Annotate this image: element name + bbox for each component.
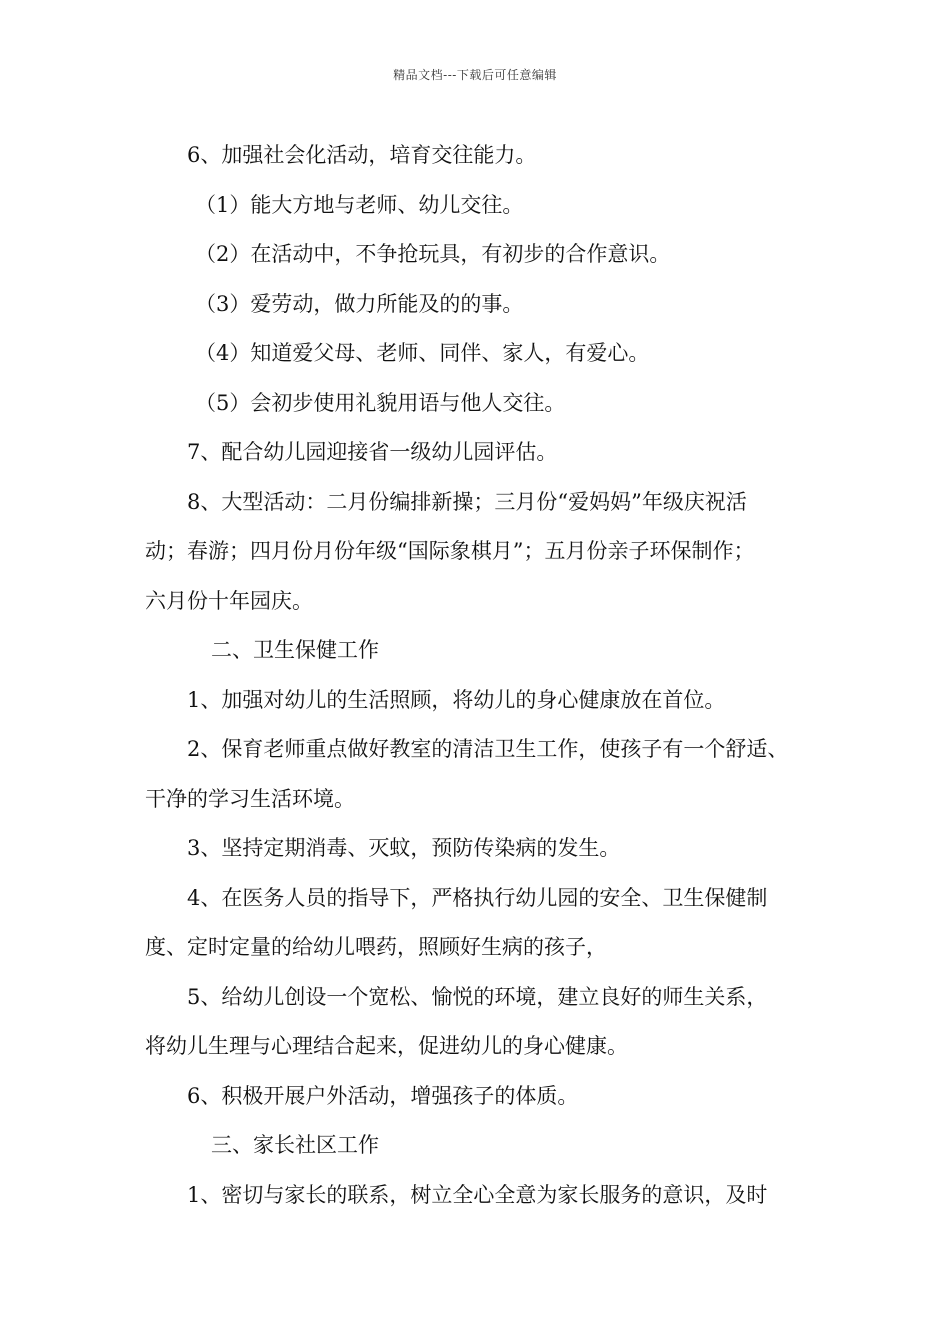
paragraph-line: 干净的学习生活环境。 (145, 786, 355, 811)
paragraph-line: 1、密切与家长的联系，树立全心全意为家长服务的意识，及时 (187, 1182, 768, 1207)
paragraph-line: 六月份十年园庆。 (145, 588, 313, 613)
paragraph-line: 5、给幼儿创设一个宽松、愉悦的环境，建立良好的师生关系， (187, 984, 768, 1009)
paragraph-line: 将幼儿生理与心理结合起来，促进幼儿的身心健康。 (145, 1034, 628, 1058)
paragraph-line: 4、在医务人员的指导下，严格执行幼儿园的安全、卫生保健制 (187, 885, 768, 910)
section-heading: 二、卫生保健工作 (211, 638, 379, 662)
paragraph-line: 2、保育老师重点做好教室的清洁卫生工作，使孩子有一个舒适、 (187, 737, 789, 761)
document-body (145, 131, 835, 1220)
paragraph-line: （2）在活动中，不争抢玩具，有初步的合作意识。 (195, 242, 671, 266)
paragraph-line: 3、坚持定期消毒、灭蚊，预防传染病的发生。 (187, 836, 621, 860)
paragraph-line: 7、配合幼儿园迎接省一级幼儿园评估。 (187, 440, 558, 464)
paragraph-line: 1、加强对幼儿的生活照顾，将幼儿的身心健康放在首位。 (187, 687, 726, 712)
paragraph-line: 8、大型活动：二月份编排新操；三月份“爱妈妈”年级庆祝活 (187, 489, 747, 514)
paragraph-line: 度、定时定量的给幼儿喂药，照顾好生病的孩子， (145, 935, 607, 959)
section-heading: 三、家长社区工作 (211, 1133, 379, 1157)
page-header: 精品文档---下载后可任意编辑 (393, 68, 557, 82)
paragraph-line: 动；春游；四月份月份年级“国际象棋月”；五月份亲子环保制作； (145, 539, 755, 563)
paragraph-line: 6、积极开展户外活动，增强孩子的体质。 (187, 1083, 579, 1108)
paragraph-line: （3）爱劳动，做力所能及的的事。 (195, 291, 524, 316)
paragraph-line: （4）知道爱父母、老师、同伴、家人，有爱心。 (195, 341, 650, 365)
paragraph-line: （1）能大方地与老师、幼儿交往。 (195, 192, 524, 217)
paragraph-line: 6、加强社会化活动，培育交往能力。 (187, 143, 537, 167)
paragraph-line: （5）会初步使用礼貌用语与他人交往。 (195, 390, 566, 415)
